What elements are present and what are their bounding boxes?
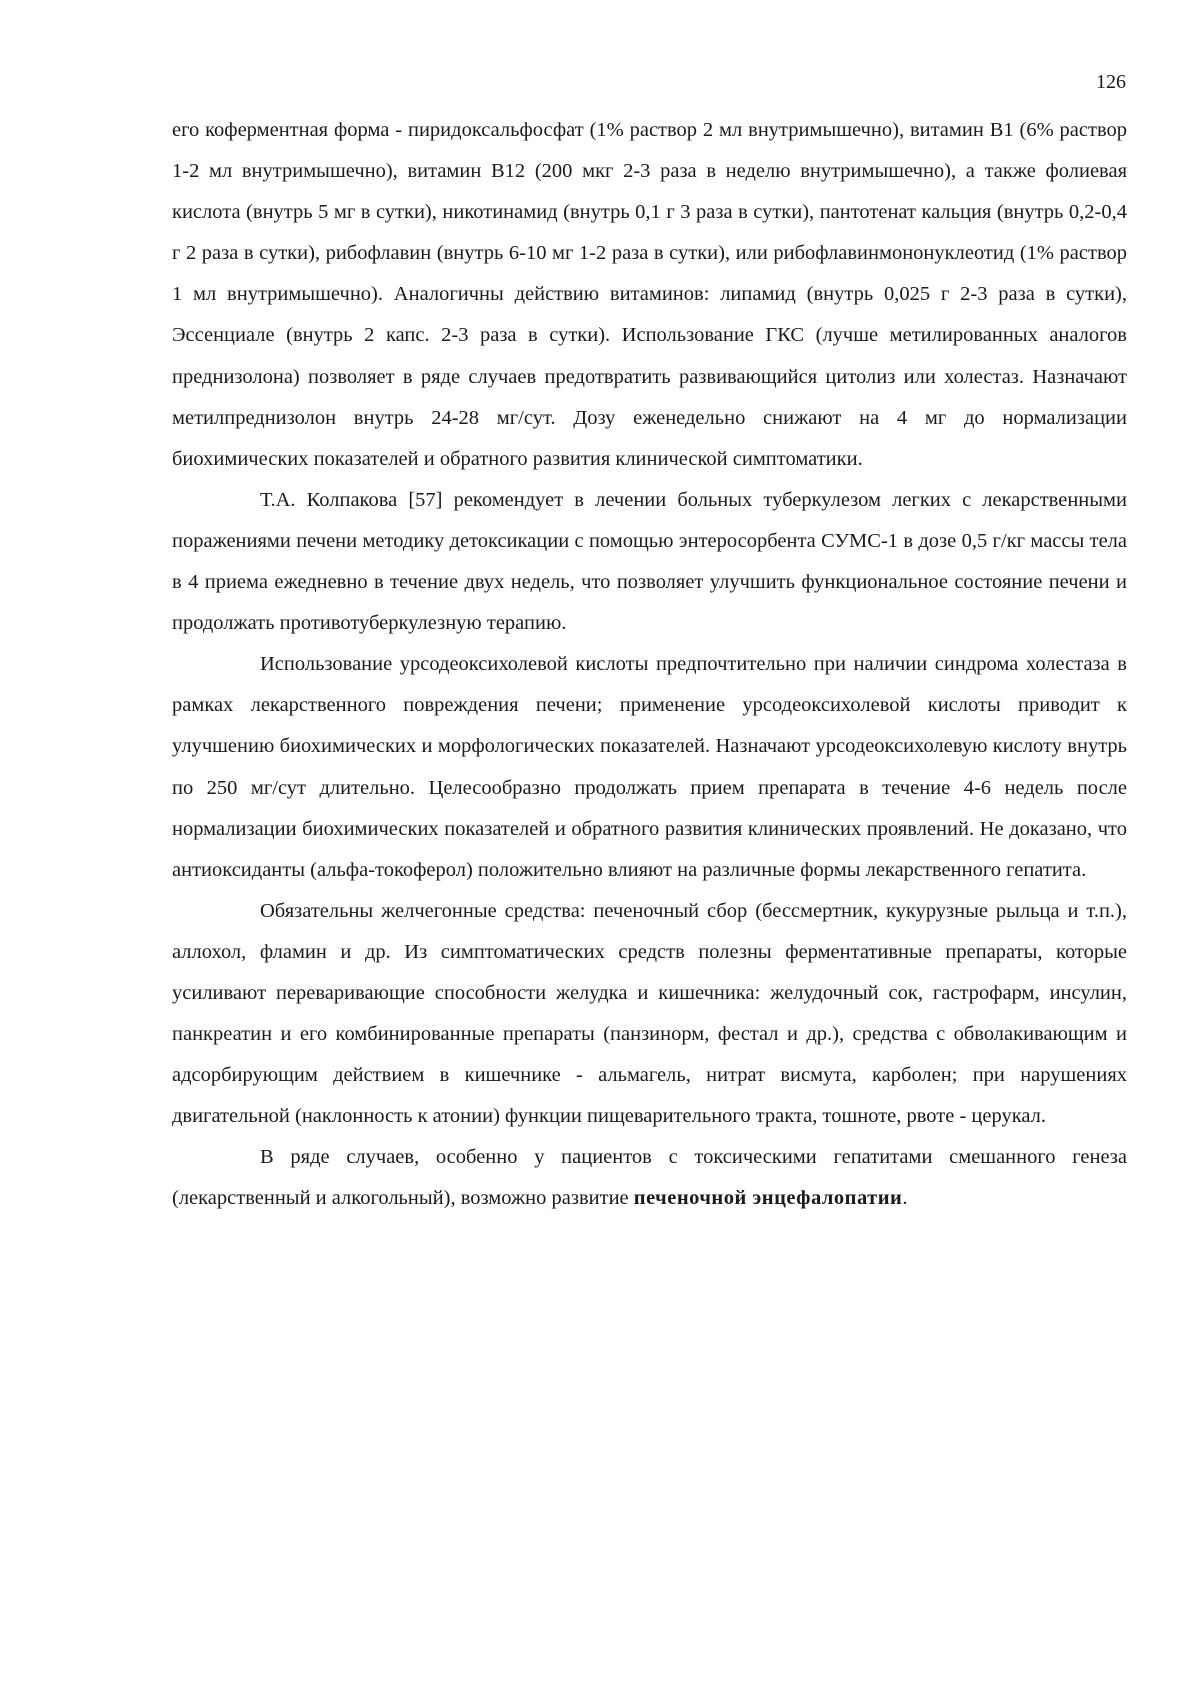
paragraph-3: Использование урсодеоксихолевой кислоты предпочтительно при наличии синдрома холестаза в рамках лекарственного повреждения печени; применение урсодеоксихолевой кислоты приводит к улучшению биохимических и морфологических показателей. Назначают урсодеоксихолевую кислоту внутрь по 250 мг/сут длительно. Целесообразно продолжать прием препарата в течение 4-6 недель после нормализации биохимических показателей и обратного развития клинических проявлений. Не доказано, что антиоксиданты (альфа-токоферол) положительно влияют на различные формы лекарственного гепатита. [172,653,1127,881]
paragraph-5 [172,1137,1127,1219]
paragraph-5-end: . [902,1187,908,1210]
paragraph-2: Т.А. Колпакова [57] рекомендует в лечении больных туберкулезом легких с лекарственными поражениями печени методику детоксикации с помощью энтеросорбента СУМС-1 в дозе 0,5 г/кг массы тела в 4 приема ежедневно в течение двух недель, что позволяет улучшить функциональное состояние печени и продолжать противотуберкулезную терапию. [172,488,1127,635]
paragraph-5-text: В ряде случаев, особенно у пациентов с токсическими гепатитами смешанного генеза (лекарственный и алкогольный), возможно развитие [172,1146,1127,1210]
page-number: 126 [1096,71,1126,93]
document-body [172,110,1127,1220]
paragraph-1: его коферментная форма - пиридоксальфосфат (1% раствор 2 мл внутримышечно), витамин В1 (6% раствор 1-2 мл внутримышечно), витамин В12 (200 мкг 2-3 раза в неделю внутримышечно), а также фолиевая кислота (внутрь 5 мг в сутки), никотинамид (внутрь 0,1 г 3 раза в сутки), пантотенат кальция (внутрь 0,2-0,4 г 2 раза в сутки), рибофлавин (внутрь 6-10 мг 1-2 раза в сутки), или рибофлавинмононуклеотид (1% раствор 1 мл внутримышечно). Аналогичны действию витаминов: липамид (внутрь 0,025 г 2-3 раза в сутки), Эссенциале (внутрь 2 капс. 2-3 раза в сутки). Использование ГКС (лучше метилированных аналогов преднизолона) позволяет в ряде случаев предотвратить развивающийся цитолиз или холестаз. Назначают метилпреднизолон внутрь 24-28 мг/сут. Дозу еженедельно снижают на 4 мг до нормализации биохимических показателей и обратного развития клинической симптоматики. [172,119,1127,470]
paragraph-4: Обязательны желчегонные средства: печеночный сбор (бессмертник, кукурузные рыльца и т.п.), аллохол, фламин и др. Из симптоматических средств полезны ферментативные препараты, которые усиливают переваривающие способности желудка и кишечника: желудочный сок, гастрофарм, инсулин, панкреатин и его комбинированные препараты (панзинорм, фестал и др.), средства с обволакивающим и адсорбирующим действием в кишечнике - альмагель, нитрат висмута, карболен; при нарушениях двигательной (наклонность к атонии) функции пищеварительного тракта, тошноте, рвоте - церукал. [172,899,1127,1128]
bold-term: печеночной энцефалопатии [633,1187,903,1210]
